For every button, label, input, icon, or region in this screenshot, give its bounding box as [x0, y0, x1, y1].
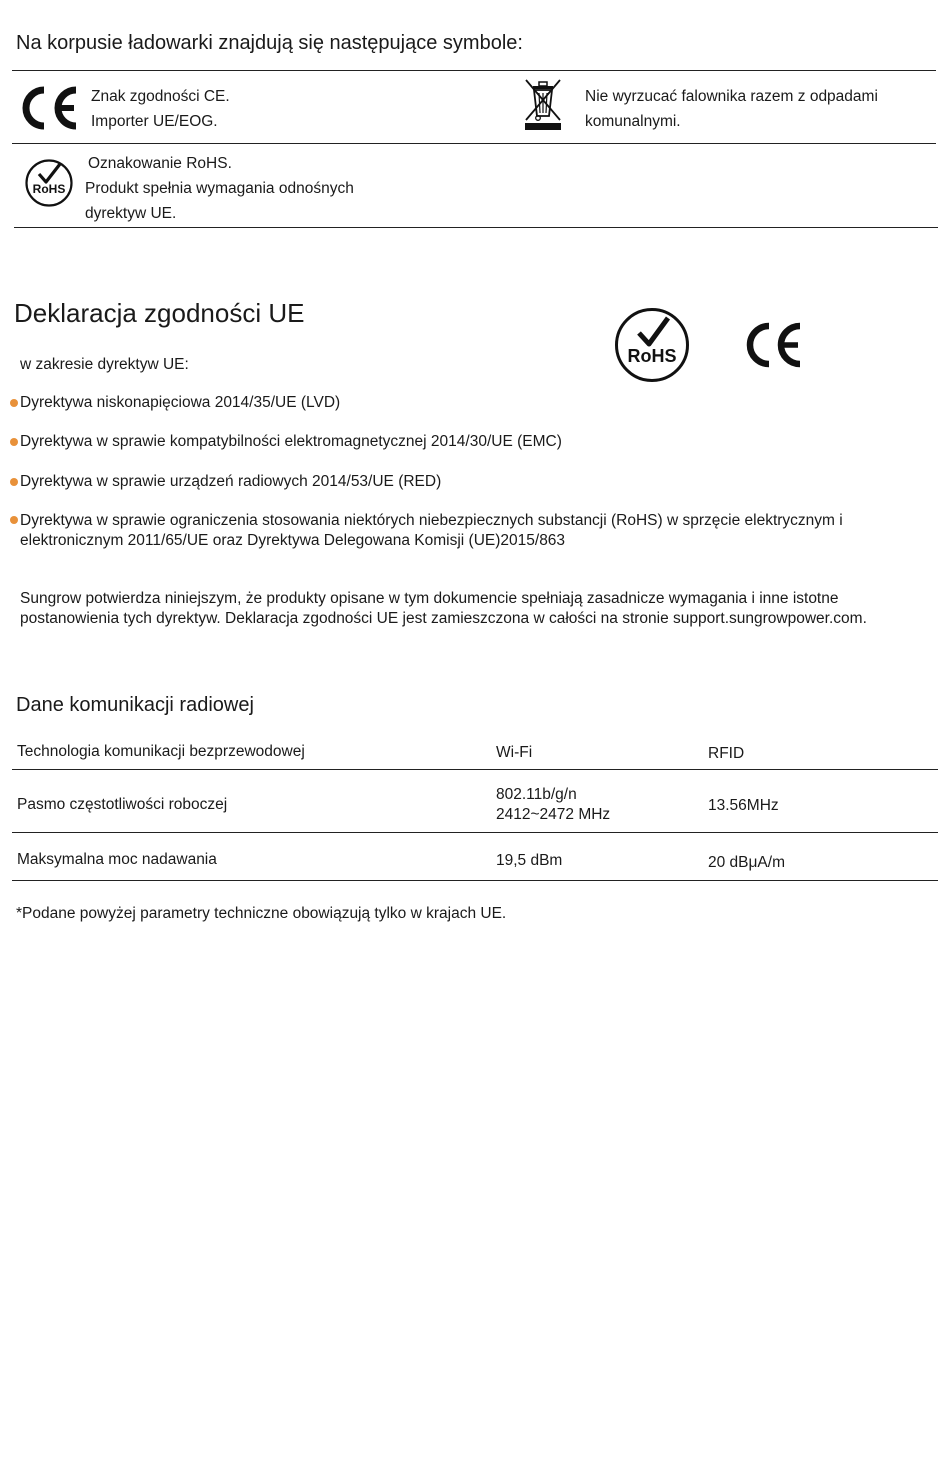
rohs-logo-icon [613, 306, 691, 384]
rohs-line1: Oznakowanie RoHS. [88, 155, 232, 172]
divider [14, 227, 938, 228]
table-divider [12, 769, 938, 770]
rohs-line3: dyrektyw UE. [85, 205, 177, 222]
bullet-icon [10, 478, 18, 486]
directive-lvd: Dyrektywa niskonapięciowa 2014/35/UE (LVD) [20, 394, 341, 411]
row-wifi: 19,5 dBm [496, 852, 563, 869]
rohs-mark-icon [24, 158, 74, 208]
footnote: *Podane powyżej parametry techniczne obowiązują tylko w krajach UE. [16, 905, 507, 922]
row-rfid: 13.56MHz [708, 797, 779, 814]
rohs-line2: Produkt spełnia wymagania odnośnych [85, 180, 354, 197]
rohs-icon-text: RoHS [32, 182, 66, 196]
directive-red: Dyrektywa w sprawie urządzeń radiowych 2014/53/UE (RED) [20, 473, 442, 490]
weee-line1: Nie wyrzucać falownika razem z odpadami [585, 88, 878, 105]
row-label: Pasmo częstotliwości roboczej [17, 796, 228, 813]
row-label: Maksymalna moc nadawania [17, 851, 217, 868]
symbols-heading: Na korpusie ładowarki znajdują się następujące symbole: [16, 32, 523, 54]
weee-line2: komunalnymi. [585, 113, 681, 130]
crossed-bin-icon [522, 78, 564, 132]
statement-line1: Sungrow potwierdza niniejszym, że produkty opisane w tym dokumencie spełniają zasadnicze wymagania i inne istotne [20, 590, 839, 607]
statement-line2: postanowienia tych dyrektyw. Deklaracja zgodności UE jest zamieszczona w całości na stronie support.sungrowpower.com. [20, 610, 867, 627]
ce-line1: Znak zgodności CE. [91, 88, 230, 105]
declaration-title: Deklaracja zgodności UE [14, 298, 305, 328]
radio-header-wifi: Wi-Fi [496, 744, 533, 761]
ce-logo-icon [742, 322, 804, 368]
bullet-icon [10, 438, 18, 446]
directive-rohs-line1: Dyrektywa w sprawie ograniczenia stosowania niektórych niebezpiecznych substancji (RoHS) w sprzęcie elektrycznym i [20, 512, 843, 529]
divider [12, 70, 936, 71]
radio-header-label: Technologia komunikacji bezprzewodowej [17, 743, 305, 760]
row-rfid: 20 dBμA/m [708, 854, 785, 871]
ce-mark-icon [14, 86, 80, 130]
bullet-icon [10, 516, 18, 524]
row-wifi-line1: 802.11b/g/n [496, 786, 577, 803]
table-divider [12, 832, 938, 833]
radio-header-rfid: RFID [708, 745, 745, 762]
radio-title: Dane komunikacji radiowej [16, 694, 254, 716]
table-divider [12, 880, 938, 881]
ce-line2: Importer UE/EOG. [91, 113, 218, 130]
bullet-icon [10, 399, 18, 407]
row-wifi-line2: 2412~2472 MHz [496, 806, 611, 823]
rohs-logo-text: RoHS [627, 346, 677, 366]
declaration-subtitle: w zakresie dyrektyw UE: [20, 356, 189, 373]
directive-rohs-line2: elektronicznym 2011/65/UE oraz Dyrektywa Delegowana Komisji (UE)2015/863 [20, 532, 566, 549]
directive-emc: Dyrektywa w sprawie kompatybilności elektromagnetycznej 2014/30/UE (EMC) [20, 433, 562, 450]
divider [12, 143, 936, 144]
